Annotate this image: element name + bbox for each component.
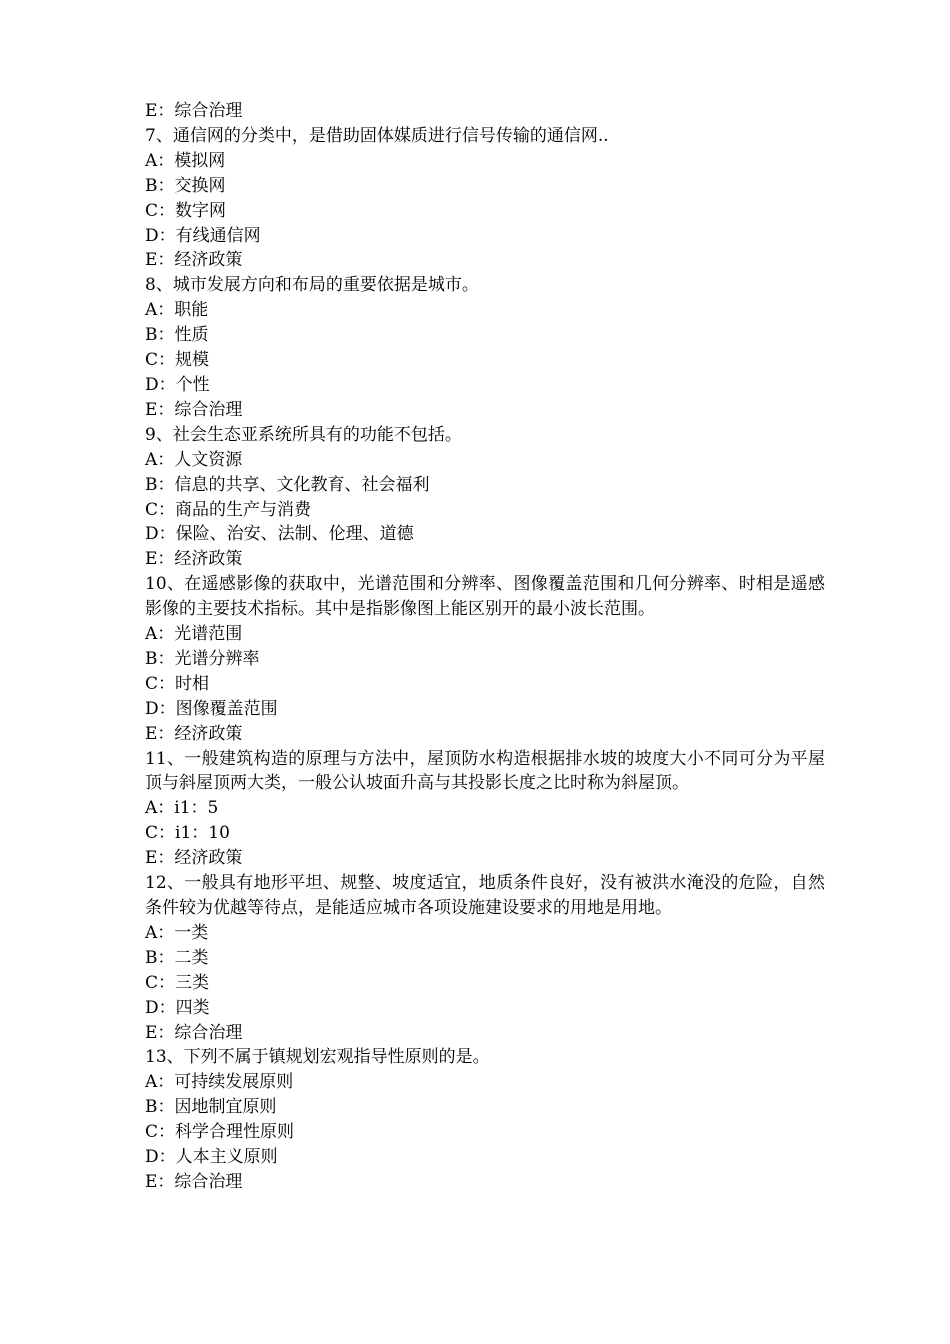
question-7: 7、通信网的分类中，是借助固体媒质进行信号传输的通信网.. [145,125,609,146]
option-e: E：经济政策 [145,250,243,271]
option-a: A：光谱范围 [145,624,243,645]
option-e: E：综合治理 [145,1022,243,1043]
option-d: D：保险、治安、法制、伦理、道德 [145,524,414,545]
question-list [145,99,825,1195]
option-d: D：四类 [145,997,210,1018]
option-c: C：i1：10 [145,823,230,844]
option-a: A：职能 [145,300,209,321]
option-a: A：i1：5 [145,798,219,819]
option-c: C：规模 [145,350,210,371]
option-d: D：人本主义原则 [145,1147,278,1168]
option-d: D：图像覆盖范围 [145,698,278,719]
option-c: C：时相 [145,673,210,694]
option-a: A：模拟网 [145,150,226,171]
option-c: C：科学合理性原则 [145,1122,295,1143]
option-e: E：经济政策 [145,723,243,744]
question-10: 10、在遥感影像的获取中，光谱范围和分辨率、图像覆盖范围和几何分辨率、时相是遥感影像的主要技术指标。其中是指影像图上能区别开的最小波长范围。 [145,574,825,620]
question-13: 13、下列不属于镇规划宏观指导性原则的是。 [145,1047,490,1068]
option-e: E：综合治理 [145,101,243,121]
question-8: 8、城市发展方向和布局的重要依据是城市。 [145,275,479,296]
option-b: B：二类 [145,947,209,968]
option-b: B：光谱分辨率 [145,648,260,669]
option-b: B：性质 [145,325,209,346]
option-e: E：经济政策 [145,848,243,869]
question-12: 12、一般具有地形平坦、规整、坡度适宜，地质条件良好，没有被洪水淹没的危险，自然条件较为优越等待点，是能适应城市各项设施建设要求的用地是用地。 [145,873,825,918]
option-e: E：综合治理 [145,399,243,420]
option-e: E：综合治理 [145,1171,243,1192]
option-c: C：商品的生产与消费 [145,499,312,520]
option-b: B：因地制宜原则 [145,1097,277,1118]
option-d: D：有线通信网 [145,225,261,246]
option-b: B：信息的共享、文化教育、社会福利 [145,474,430,495]
question-11: 11、一般建筑构造的原理与方法中，屋顶防水构造根据排水坡的坡度大小不同可分为平屋顶与斜屋顶两大类，一般公认坡面升高与其投影长度之比时称为斜屋顶。 [145,748,825,794]
question-9: 9、社会生态亚系统所具有的功能不包括。 [145,424,462,445]
option-c: C：数字网 [145,200,227,221]
option-b: B：交换网 [145,175,226,196]
option-a: A：一类 [145,922,209,943]
option-a: A：可持续发展原则 [145,1072,294,1093]
option-c: C：三类 [145,972,210,993]
option-e: E：经济政策 [145,549,243,570]
option-a: A：人文资源 [145,449,243,470]
option-d: D：个性 [145,374,210,395]
